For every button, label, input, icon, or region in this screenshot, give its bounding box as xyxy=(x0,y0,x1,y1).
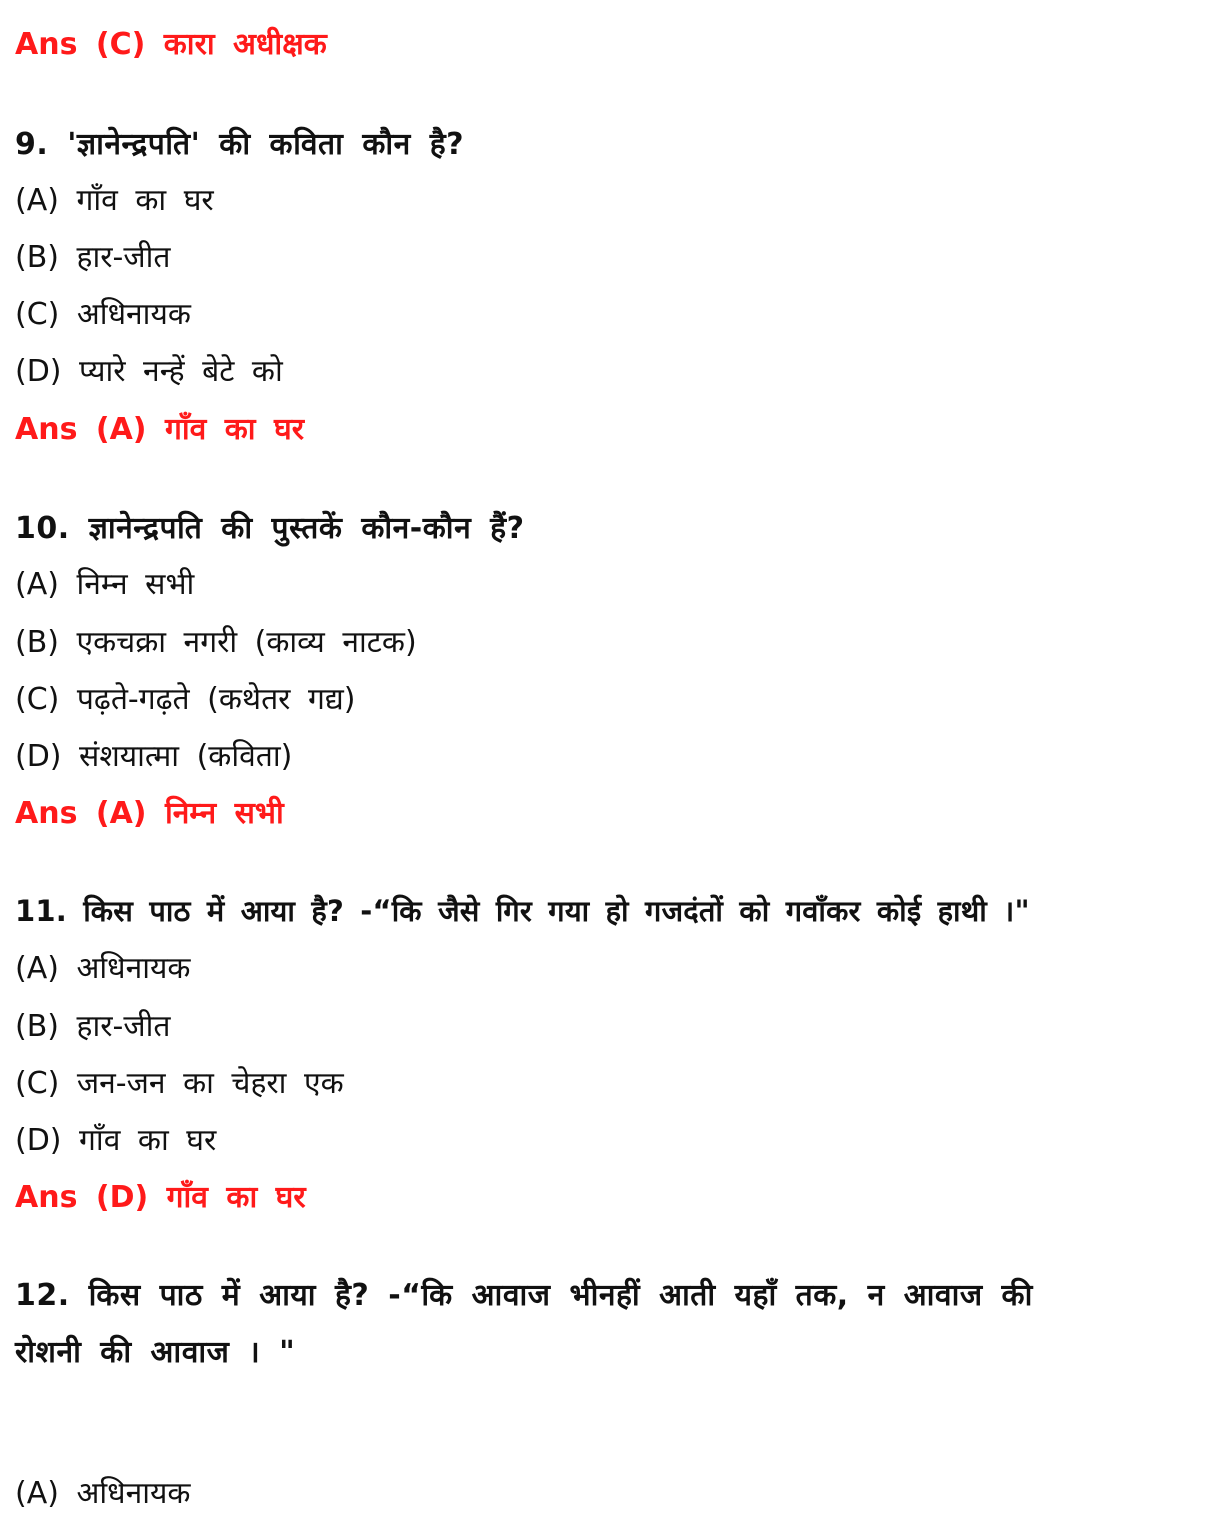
question-9-option-a: (A) गाँव का घर xyxy=(15,183,214,218)
question-10-option-b: (B) एकचक्रा नगरी (काव्य नाटक) xyxy=(15,625,417,660)
question-9-option-d: (D) प्यारे नन्हें बेटे को xyxy=(15,354,283,389)
question-9-answer: Ans (A) गाँव का घर xyxy=(15,412,304,447)
question-11-option-b: (B) हार-जीत xyxy=(15,1009,171,1044)
question-9-option-b: (B) हार-जीत xyxy=(15,240,171,275)
question-12-option-a: (A) अधिनायक xyxy=(15,1476,191,1511)
question-11-answer: Ans (D) गाँव का घर xyxy=(15,1180,306,1215)
question-9-option-c: (C) अधिनायक xyxy=(15,297,191,332)
question-10-option-d: (D) संशयात्मा (कविता) xyxy=(15,739,293,774)
question-9: 9. 'ज्ञानेन्द्रपति' की कविता कौन है? xyxy=(15,127,465,162)
question-10-option-a: (A) निम्न सभी xyxy=(15,567,195,602)
question-11-option-d: (D) गाँव का घर xyxy=(15,1123,217,1158)
question-11-option-a: (A) अधिनायक xyxy=(15,951,191,986)
question-11: 11. किस पाठ में आया है? -“कि जैसे गिर गया हो गजदंतों को गवाँकर कोई हाथी ।" xyxy=(15,894,1030,928)
question-11-option-c: (C) जन-जन का चेहरा एक xyxy=(15,1066,344,1101)
question-10: 10. ज्ञानेन्द्रपति की पुस्तकें कौन-कौन हैं? xyxy=(15,511,525,546)
question-12-line-2: रोशनी की आवाज । " xyxy=(15,1335,296,1370)
question-10-option-c: (C) पढ़ते-गढ़ते (कथेतर गद्य) xyxy=(15,682,356,717)
previous-answer: Ans (C) कारा अधीक्षक xyxy=(15,27,327,62)
question-10-answer: Ans (A) निम्न सभी xyxy=(15,796,284,831)
question-12-line-1: 12. किस पाठ में आया है? -“कि आवाज भीनहीं आती यहाँ तक, न आवाज की xyxy=(15,1278,1033,1313)
